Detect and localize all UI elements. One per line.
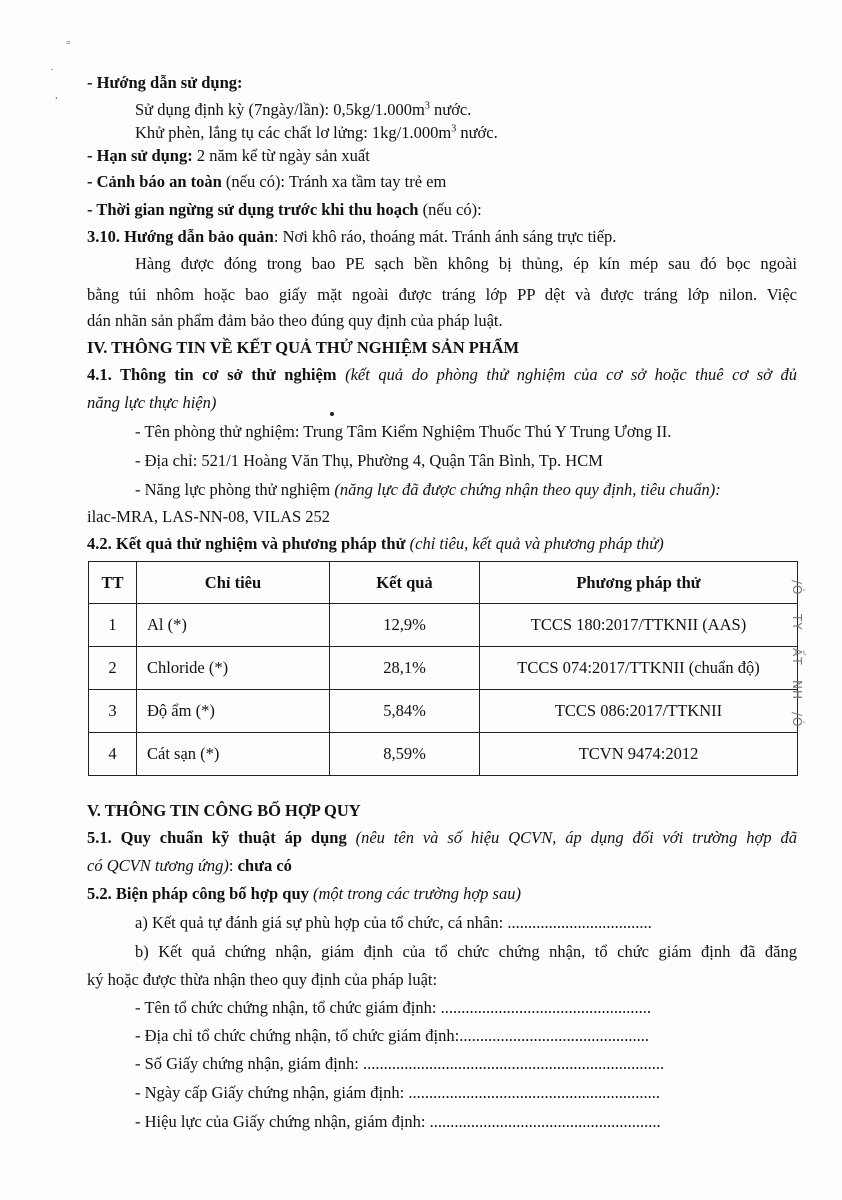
scan-dot xyxy=(330,412,334,416)
shelf-life: - Hạn sử dụng: 2 năm kể từ ngày sản xuất xyxy=(87,146,370,165)
lab-capacity: - Năng lực phòng thử nghiệm (năng lực đã được chứng nhận theo quy định, tiêu chuẩn): xyxy=(135,480,721,499)
cell-result: 8,59% xyxy=(330,733,480,776)
section-4-1-line-2: năng lực thực hiện) xyxy=(87,393,217,412)
table-row xyxy=(89,647,798,690)
cell-method: TCCS 086:2017/TTKNII xyxy=(480,690,798,733)
lab-name: - Tên phòng thử nghiệm: Trung Tâm Kiểm Nghiệm Thuốc Thú Y Trung Ương II. xyxy=(135,422,672,441)
storage-instructions: 3.10. Hướng dẫn bảo quản: Nơi khô ráo, thoáng mát. Tránh ánh sáng trực tiếp. xyxy=(87,227,617,246)
cell-tt: 4 xyxy=(89,733,137,776)
margin-stamp xyxy=(790,580,840,750)
storage-paragraph-line-1: Hàng được đóng trong bao PE sạch bền không bị thủng, ép kín mép sau đó bọc ngoài xyxy=(135,254,797,273)
cert-org-name: - Tên tổ chức chứng nhận, tổ chức giám định: ................................................... xyxy=(135,998,651,1017)
table-row xyxy=(89,733,798,776)
header-indicator: Chỉ tiêu xyxy=(137,562,330,604)
usage-line-1: Sử dụng định kỳ (7ngày/lần): $0,5kg/1.000m^3$ nước. xyxy=(135,100,472,119)
section-5-1-line-1: 5.1. Quy chuẩn kỹ thuật áp dụng (nêu tên và số hiệu QCVN, áp dụng đối với trường hợp đã xyxy=(87,828,797,847)
scan-speck: , xyxy=(55,89,58,101)
cell-result: 12,9% xyxy=(330,604,480,647)
scan-speck: · xyxy=(50,64,54,76)
option-b-line-2: ký hoặc được thừa nhận theo quy định của pháp luật: xyxy=(87,970,438,989)
stamp-fragment: /Ó xyxy=(790,712,804,728)
header-tt: TT xyxy=(89,562,137,604)
header-result: Kết quả xyxy=(330,562,480,604)
cert-org-address: - Địa chỉ tổ chức chứng nhận, tổ chức giám định:.............................................. xyxy=(135,1026,649,1045)
withdrawal-time: - Thời gian ngừng sử dụng trước khi thu hoạch (nếu có): xyxy=(87,200,482,219)
scan-speck: ° xyxy=(66,39,71,51)
cell-result: 28,1% xyxy=(330,647,480,690)
table-row xyxy=(89,690,798,733)
option-b-line-1: b) Kết quả chứng nhận, giám định của tổ chức chứng nhận, tổ chức giám định đã đăng xyxy=(135,942,797,961)
usage-line-2: Khử phèn, lắng tụ các chất lơ lửng: $1kg/1.000m^3$ nước. xyxy=(135,123,498,142)
stamp-fragment: TY xyxy=(790,614,804,631)
cell-tt: 3 xyxy=(89,690,137,733)
cell-method: TCVN 9474:2012 xyxy=(480,733,798,776)
section-4-2-heading: 4.2. Kết quả thử nghiệm và phương pháp thử (chỉ tiêu, kết quả và phương pháp thử) xyxy=(87,534,664,553)
section-4-title: IV. THÔNG TIN VỀ KẾT QUẢ THỬ NGHIỆM SẢN PHẨM xyxy=(87,338,520,357)
storage-paragraph-line-3: dán nhãn sản phẩm đảm bảo theo đúng quy định của pháp luật. xyxy=(87,311,503,330)
section-5-1-line-2: có QCVN tương ứng): chưa có xyxy=(87,856,292,875)
cert-validity: - Hiệu lực của Giấy chứng nhận, giám định: ........................................................ xyxy=(135,1112,661,1131)
cell-indicator: Cát sạn (*) xyxy=(137,733,330,776)
cert-issue-date: - Ngày cấp Giấy chứng nhận, giám định: ............................................................. xyxy=(135,1083,660,1102)
storage-paragraph-line-2: bằng túi nhôm hoặc bao giấy mặt ngoài được tráng lớp PP dệt và được tráng lớp nilon. Việc xyxy=(87,285,797,304)
header-method: Phương pháp thử xyxy=(480,562,798,604)
stamp-fragment: ẤT xyxy=(790,648,804,666)
cert-number: - Số Giấy chứng nhận, giám định: ......................................................................... xyxy=(135,1054,665,1073)
section-4-1-line-1: 4.1. Thông tin cơ sở thử nghiệm (kết quả do phòng thử nghiệm của cơ sở hoặc thuê cơ sở đủ xyxy=(87,365,797,384)
stamp-fragment: NH xyxy=(790,680,804,700)
table-header-row xyxy=(89,562,798,604)
cell-indicator: Độ ẩm (*) xyxy=(137,690,330,733)
results-table xyxy=(88,561,798,776)
section-5-2-heading: 5.2. Biện pháp công bố hợp quy (một trong các trường hợp sau) xyxy=(87,884,521,903)
option-a: a) Kết quả tự đánh giá sự phù hợp của tổ chức, cá nhân: ................................... xyxy=(135,913,652,932)
safety-warning: - Cảnh báo an toàn (nếu có): Tránh xa tầm tay trẻ em xyxy=(87,172,447,191)
cell-method: TCCS 180:2017/TTKNII (AAS) xyxy=(480,604,798,647)
cell-indicator: Chloride (*) xyxy=(137,647,330,690)
cell-indicator: Al (*) xyxy=(137,604,330,647)
cell-method: TCCS 074:2017/TTKNII (chuẩn độ) xyxy=(480,647,798,690)
lab-address: - Địa chỉ: 521/1 Hoàng Văn Thụ, Phường 4, Quận Tân Bình, Tp. HCM xyxy=(135,451,603,470)
table-row xyxy=(89,604,798,647)
section-5-title: V. THÔNG TIN CÔNG BỐ HỢP QUY xyxy=(87,801,361,820)
cell-tt: 1 xyxy=(89,604,137,647)
stamp-fragment: /Ó xyxy=(790,580,804,596)
usage-heading: - Hướng dẫn sử dụng: xyxy=(87,73,243,92)
cell-tt: 2 xyxy=(89,647,137,690)
lab-accreditation: ilac-MRA, LAS-NN-08, VILAS 252 xyxy=(87,507,331,526)
cell-result: 5,84% xyxy=(330,690,480,733)
